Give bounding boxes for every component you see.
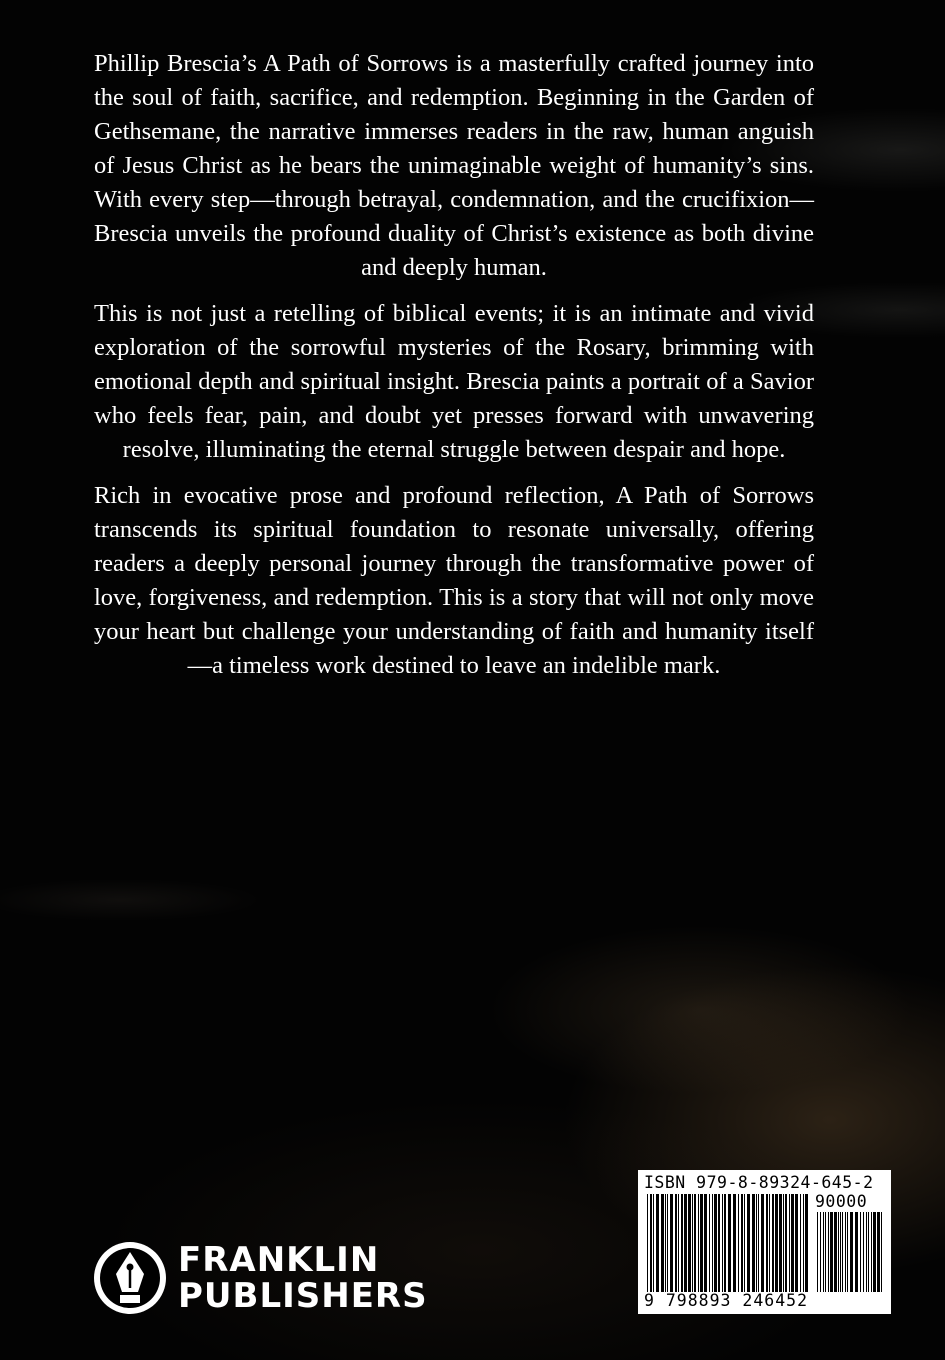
blurb-paragraph-3: Rich in evocative prose and profound reflection, A Path of Sorrows transcends its spiritual foundation to resonate universally, offering readers a deeply personal journey through the transformative power of love, forgiveness, and redemption. This is a story that will not only move your heart but challenge your understanding of faith and humanity itself—a timeless work destined to leave an indelible mark. <box>94 482 814 679</box>
blurb-paragraph-1: Phillip Brescia’s A Path of Sorrows is a masterfully crafted journey into the soul of faith, sacrifice, and redemption. Beginning in the Garden of Gethsemane, the narrative immerses readers in the raw, human anguish of Jesus Christ as he bears the unimaginable weight of humanity’s sins. With every step—through betrayal, condemnation, and the crucifixion—Brescia unveils the profound duality of Christ’s existence as both divine and deeply human. <box>94 50 814 281</box>
barcode-bar <box>694 1194 696 1292</box>
isbn-barcode <box>638 1170 891 1314</box>
blurb-paragraph-2: This is not just a retelling of biblical events; it is an intimate and vivid exploration of the sorrowful mysteries of the Rosary, brimming with emotional depth and spiritual insight. Brescia paints a portrait of a Savior who feels fear, pain, and doubt yet presses forward with unwavering resolve, illuminating the eternal struggle between despair and hope. <box>94 300 814 463</box>
barcode-bar <box>647 1194 648 1292</box>
addon-bar <box>873 1212 876 1292</box>
barcode-bar <box>718 1194 720 1292</box>
barcode-bar <box>714 1194 717 1292</box>
publisher-name-line2: PUBLISHERS <box>178 1276 428 1316</box>
addon-bar <box>863 1212 864 1292</box>
barcode-bar <box>661 1194 664 1292</box>
barcode-bar <box>665 1194 666 1292</box>
barcode-bar <box>728 1194 731 1292</box>
barcode-bar <box>653 1194 654 1292</box>
barcode-bar <box>712 1194 713 1292</box>
addon-bar <box>855 1212 858 1292</box>
barcode-bar <box>756 1194 757 1292</box>
barcode-bar <box>738 1194 739 1292</box>
barcode-bar <box>791 1194 794 1292</box>
barcode-bar <box>733 1194 736 1292</box>
addon-bar <box>828 1212 829 1292</box>
ean13-bars <box>646 1194 810 1292</box>
addon-bar <box>850 1212 853 1292</box>
addon-bar <box>877 1212 880 1292</box>
publisher-logo-block <box>92 1238 428 1318</box>
ean-digits: 9 798893 246452 <box>644 1291 809 1310</box>
addon-bar <box>820 1212 821 1292</box>
addon-bar <box>842 1212 843 1292</box>
back-cover-blurb <box>94 47 814 695</box>
fountain-pen-nib-icon <box>92 1240 168 1316</box>
barcode-bar <box>650 1194 652 1292</box>
barcode-bar <box>803 1194 804 1292</box>
publisher-name <box>178 1242 428 1314</box>
barcode-bar <box>678 1194 679 1292</box>
barcode-bar <box>667 1194 668 1292</box>
price-code: 90000 <box>815 1192 868 1211</box>
addon-bar <box>838 1212 839 1292</box>
barcode-bar <box>800 1194 801 1292</box>
addon-bar <box>845 1212 846 1292</box>
publisher-name-line1: FRANKLIN <box>178 1240 380 1280</box>
barcode-bar <box>700 1194 703 1292</box>
barcode-bar <box>761 1194 764 1292</box>
barcode-bar <box>670 1194 673 1292</box>
barcode-bar <box>772 1194 774 1292</box>
addon-bar <box>823 1212 824 1292</box>
barcode-bar <box>656 1194 659 1292</box>
barcode-bar <box>758 1194 759 1292</box>
barcode-bar <box>675 1194 677 1292</box>
barcode-bar <box>698 1194 699 1292</box>
barcode-bar <box>752 1194 755 1292</box>
barcode-bar <box>747 1194 750 1292</box>
barcode-bar <box>766 1194 768 1292</box>
barcode-bar <box>692 1194 693 1292</box>
barcode-bar <box>684 1194 687 1292</box>
addon-bar <box>834 1212 837 1292</box>
addon-bar <box>866 1212 867 1292</box>
barcode-bar <box>785 1194 787 1292</box>
addon-bar <box>825 1212 826 1292</box>
barcode-bar <box>724 1194 726 1292</box>
addon-bar <box>881 1212 882 1292</box>
barcode-bar <box>722 1194 723 1292</box>
barcode-bar <box>769 1194 770 1292</box>
barcode-bar <box>789 1194 790 1292</box>
addon-bar <box>830 1212 833 1292</box>
addon-bar <box>847 1212 848 1292</box>
barcode-bar <box>775 1194 778 1292</box>
barcode-bar <box>681 1194 683 1292</box>
barcode-bar <box>779 1194 782 1292</box>
isbn-label: ISBN 979-8-89324-645-2 <box>644 1173 874 1192</box>
addon-bar <box>860 1212 861 1292</box>
barcode-bar <box>704 1194 707 1292</box>
addon-bar <box>868 1212 869 1292</box>
addon-bar <box>871 1212 872 1292</box>
barcode-bar <box>805 1194 808 1292</box>
barcode-bar <box>688 1194 691 1292</box>
barcode-bar <box>741 1194 743 1292</box>
addon-bars <box>816 1212 884 1292</box>
barcode-bar <box>783 1194 784 1292</box>
barcode-bar <box>709 1194 710 1292</box>
barcode-bar <box>795 1194 798 1292</box>
addon-bar <box>817 1212 818 1292</box>
barcode-bar <box>744 1194 745 1292</box>
addon-bar <box>840 1212 841 1292</box>
